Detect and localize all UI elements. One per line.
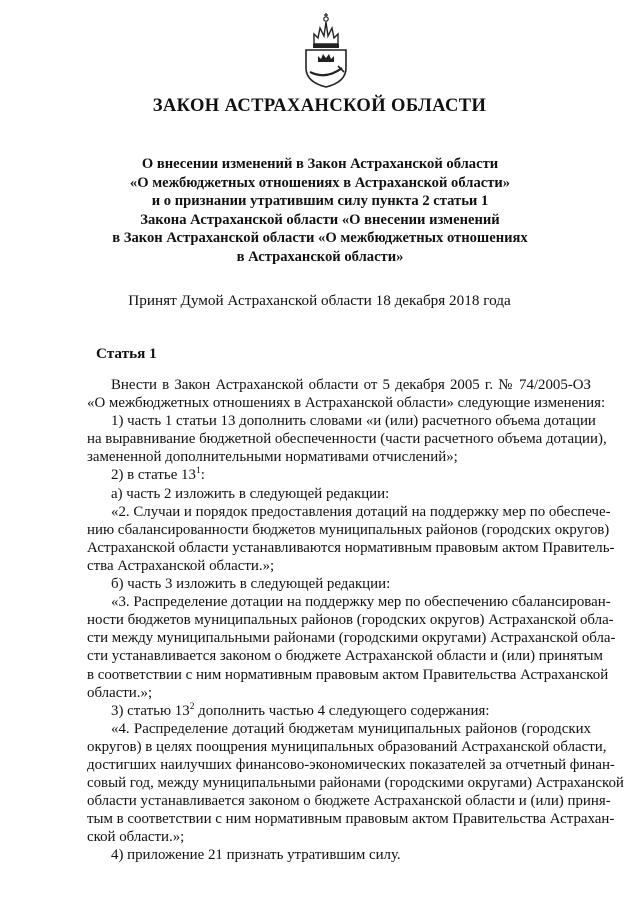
text-line: а) часть 2 изложить в следующей редакции: — [111, 485, 390, 502]
text-line: 1) часть 1 статьи 13 дополнить словами «и (или) расчетного объема дотации — [111, 413, 596, 430]
text-line: тым в соответствии с ним нормативным правовым актом Правительства Астрахан- — [87, 811, 615, 828]
law-subject-heading — [60, 155, 580, 267]
text-line: сти между муниципальными районами (городскими округами) Астраханской обла- — [87, 630, 616, 647]
text-line: совый год, между муниципальными районами (городскими округами) Астраханской — [87, 775, 624, 792]
text-fragment: дополнить частью 4 следующего содержания: — [194, 702, 490, 719]
article-body — [87, 376, 624, 865]
text-line: в соответствии с ним нормативным правовым актом Правительства Астраханской — [87, 666, 609, 683]
subject-line: в Астраханской области» — [236, 248, 404, 265]
text-line: ности бюджетов муниципальных районов (городских округов) Астраханской обла- — [87, 612, 614, 629]
text-line: области.»; — [87, 684, 153, 701]
text-line: нию сбалансированности бюджетов муниципальных районов (городских округов) — [87, 521, 610, 538]
text-line — [87, 702, 591, 720]
superscript: 2 — [189, 701, 195, 712]
text-line: «4. Распределение дотаций бюджетам муниципальных районов (городских — [111, 720, 591, 737]
subject-line: О внесении изменений в Закон Астраханской области — [141, 156, 499, 172]
text-line: Астраханской области устанавливаются нормативным правовым актом Правитель- — [87, 539, 615, 556]
subject-line: в Закон Астраханской области «О межбюджетных отношениях — [112, 230, 528, 247]
text-fragment: 3) статью 13 — [111, 702, 190, 719]
text-line: сти устанавливается законом о бюджете Астраханской области и (или) принятым — [87, 648, 603, 665]
text-line: б) часть 3 изложить в следующей редакции: — [111, 576, 391, 593]
subject-line: «О межбюджетных отношениях в Астраханской области» — [129, 174, 511, 191]
subject-line: Закона Астраханской области «О внесении изменений — [140, 211, 500, 228]
adoption-line: Принят Думой Астраханской области 18 декабря 2018 года — [128, 292, 511, 309]
text-line: 4) приложение 21 признать утратившим силу. — [111, 847, 401, 864]
superscript: 1 — [195, 466, 201, 477]
text-line: «2. Случаи и порядок предоставления дотаций на поддержку мер по обеспече- — [111, 503, 611, 520]
text-line: округов) в целях поощрения муниципальных образований Астраханской области, — [87, 738, 607, 755]
subject-line: и о признании утратившим силу пункта 2 статьи 1 — [151, 193, 489, 210]
text-line: ства Астраханской области.»; — [87, 557, 275, 574]
text-line: замененной дополнительными нормативами отчислений»; — [87, 449, 458, 466]
text-line: достигших наилучших финансово-экономических показателей за отчетный финан- — [87, 756, 615, 773]
text-fragment: : — [200, 467, 205, 484]
text-line: Внести в Закон Астраханской области от 5 декабря 2005 г. № 74/2005-ОЗ — [111, 377, 591, 393]
law-title: ЗАКОН АСТРАХАНСКОЙ ОБЛАСТИ — [152, 96, 487, 116]
text-line — [87, 466, 591, 484]
text-line: ской области.»; — [87, 829, 185, 846]
text-line: на выравнивание бюджетной обеспеченности (части расчетного объема дотации), — [87, 431, 607, 448]
article-heading: Статья 1 — [96, 345, 157, 362]
text-fragment: 2) в статье 13 — [111, 467, 196, 484]
coat-of-arms-emblem — [300, 10, 352, 88]
text-line: «3. Распределение дотации на поддержку мер по обеспечению сбалансирован- — [111, 594, 611, 611]
text-line: области устанавливается законом о бюджете Астраханской области и (или) приня- — [87, 793, 611, 810]
text-line: «О межбюджетных отношениях в Астраханской области» следующие изменения: — [87, 395, 606, 412]
